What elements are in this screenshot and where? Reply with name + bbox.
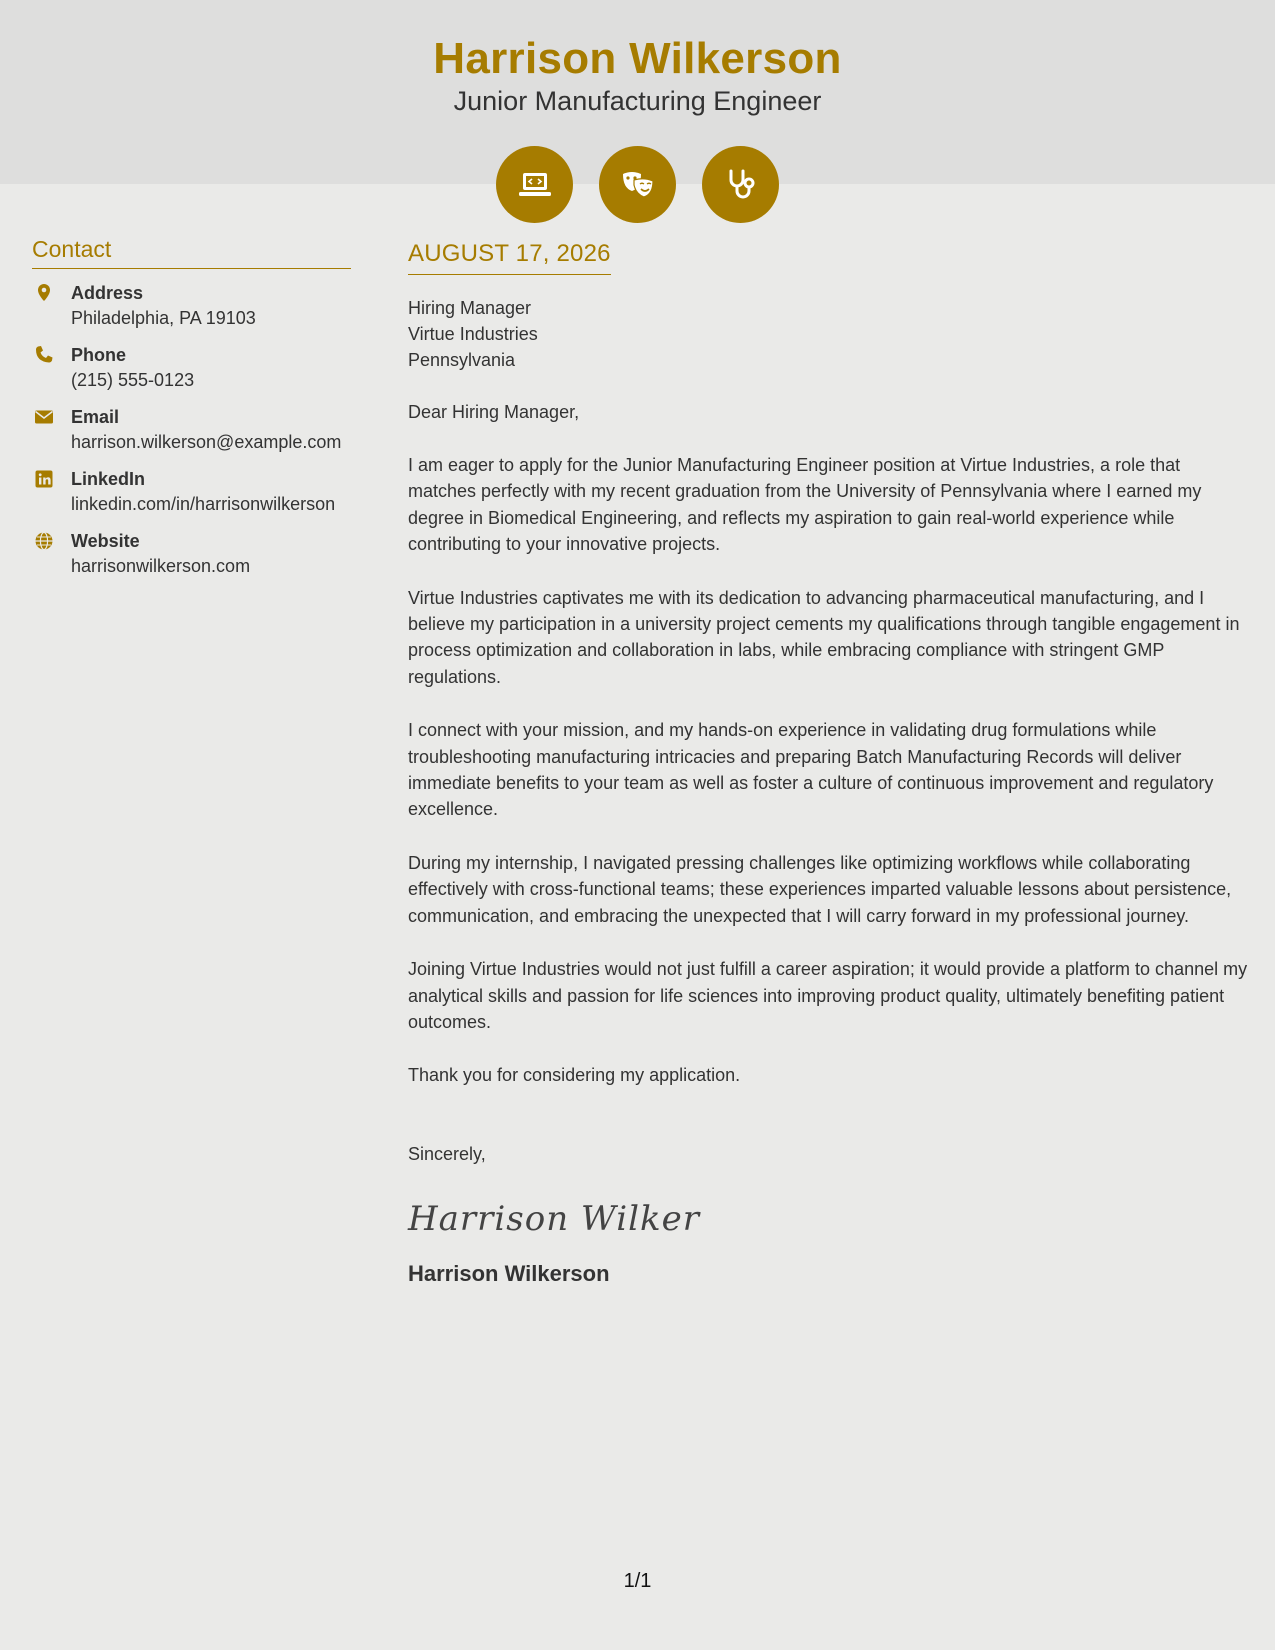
- paragraph: Joining Virtue Industries would not just fulfill a career aspiration; it would provide a platform to channel my analytical skills and passion for life sciences into improving product quality, ultimately benefiting patient outcomes.: [408, 959, 1248, 1032]
- envelope-icon: [34, 407, 54, 427]
- header-icons: [496, 146, 780, 223]
- signed-name: Harrison Wilkerson: [408, 1260, 610, 1286]
- stethoscope-icon: [702, 146, 779, 223]
- recipient-title: Hiring Manager: [408, 298, 532, 318]
- location-pin-icon: [34, 283, 54, 303]
- contact-address: [32, 281, 351, 331]
- linkedin-icon: [34, 469, 54, 489]
- email-value: harrison.wilkerson@example.com: [71, 432, 342, 452]
- recipient-block: [408, 295, 1253, 373]
- address-label: Address: [71, 283, 144, 303]
- closing: Sincerely,: [408, 1143, 486, 1164]
- contact-list: [32, 281, 351, 579]
- website-label: Website: [71, 531, 140, 551]
- website-value[interactable]: harrisonwilkerson.com: [71, 556, 251, 576]
- contact-heading: Contact: [32, 236, 351, 269]
- linkedin-value[interactable]: linkedin.com/in/harrisonwilkerson: [71, 494, 336, 514]
- theater-masks-icon: [599, 146, 676, 223]
- phone-label: Phone: [71, 345, 127, 365]
- candidate-role: Junior Manufacturing Engineer: [453, 86, 822, 116]
- greeting: Dear Hiring Manager,: [408, 402, 580, 422]
- paragraph: I am eager to apply for the Junior Manufacturing Engineer position at Virtue Industries, a role that matches perfectly with my recent graduation from the University of Pennsylvania where I earned my degree in Biomedical Engineering, and reflects my aspiration to gain real-world experience while contributing to your innovative projects.: [408, 455, 1202, 555]
- contact-email: [32, 405, 351, 455]
- email-label: Email: [71, 407, 120, 427]
- candidate-name: Harrison Wilkerson: [433, 34, 842, 83]
- linkedin-label: LinkedIn: [71, 469, 146, 489]
- recipient-location: Pennsylvania: [408, 350, 516, 370]
- contact-linkedin: [32, 467, 351, 517]
- recipient-company: Virtue Industries: [408, 324, 538, 344]
- phone-value: (215) 555-0123: [71, 370, 195, 390]
- contact-website: [32, 529, 351, 579]
- paragraph: Thank you for considering my application.: [408, 1065, 741, 1086]
- laptop-code-icon: [496, 146, 573, 223]
- paragraph: During my internship, I navigated pressing challenges like optimizing workflows while collaborating effectively with cross-functional teams; these experiences imparted valuable lessons about persistence, communication, and embracing the unexpected that I will carry forward in my professional journey.: [408, 852, 1232, 926]
- signature: Harrison Wilker: [408, 1198, 700, 1239]
- page-number: 1/1: [623, 1570, 652, 1592]
- paragraph: I connect with your mission, and my hands-on experience in validating drug formulations while troubleshooting manufacturing intricacies and preparing Batch Manufacturing Records will deliver immediate benefits to your team as well as foster a culture of continuous improvement and regulatory excellence.: [408, 720, 1214, 820]
- address-value: Philadelphia, PA 19103: [71, 308, 256, 328]
- globe-icon: [34, 531, 54, 551]
- letter-date: AUGUST 17, 2026: [408, 240, 611, 275]
- letter-body: [408, 240, 1253, 1287]
- contact-sidebar: [32, 236, 351, 591]
- phone-icon: [34, 345, 54, 365]
- contact-phone: [32, 343, 351, 393]
- paragraph: Virtue Industries captivates me with its dedication to advancing pharmaceutical manufacturing, and I believe my participation in a university project cements my qualifications through tangible engagement in process optimization and collaboration in labs, while embracing compliance with stringent GMP regulations.: [408, 587, 1240, 687]
